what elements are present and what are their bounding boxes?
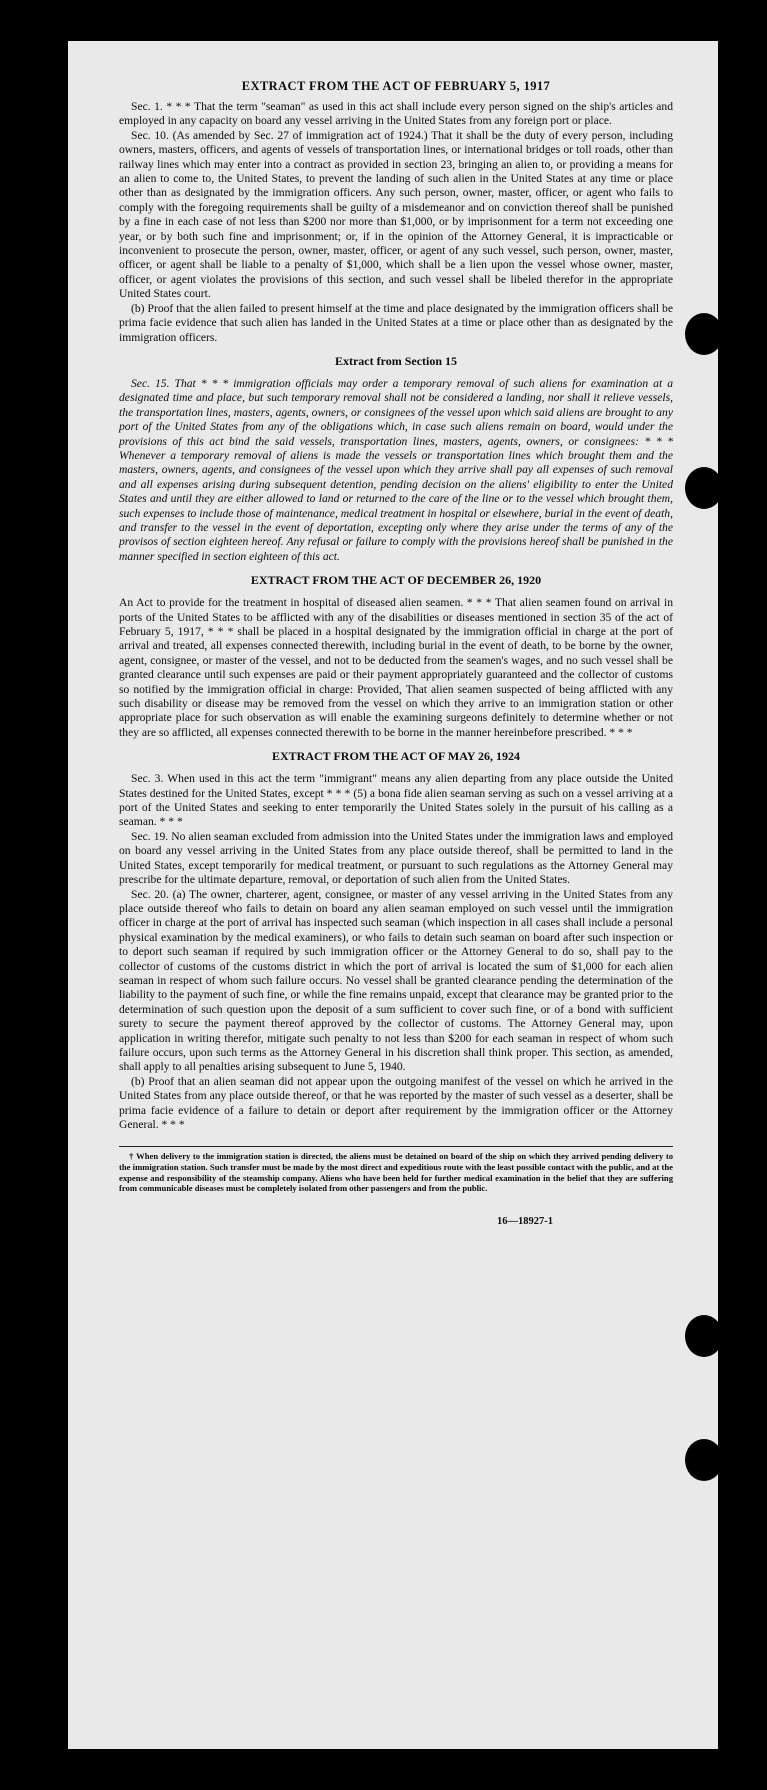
punch-hole — [685, 313, 723, 355]
footnote-text: † When delivery to the immigration station is directed, the aliens must be detained on board of the ship on which they arrived pending delivery to the immigration station. Such transfer must be made by the most direct and expeditious route with the least possible contact with the public, and at the expense and responsibility of the steamship company. Aliens who have been held for further medical examination in the belief that they are suffering from communicable diseases must be completely isolated from other passengers and from the public. — [119, 1151, 673, 1194]
punch-hole — [685, 467, 723, 509]
act-1920-text: An Act to provide for the treatment in hospital of diseased alien seamen. * * * That alien seamen found on arrival in ports of the United States to be afflicted with any of the disabilities or diseases mentioned in section 35 of the act of February 5, 1917, * * * shall be placed in a hospital designated by the immigration official in charge at the port of arrival and treated, all expenses connected therewith, including burial in the event of death, to be borne by the owner, agent, consignee, or master of the vessel, and not to be deducted from the seamen's wages, and no such vessel shall be granted clearance until such expenses are paid or their payment appropriately guaranteed and the collector of customs so notified by the immigration official in charge: Provided, That alien seamen suspected of being afflicted with any such disability or disease may be removed from the vessel on which they arrive to an immigration station or other appropriate place for such observation as will enable the examining surgeons definitely to determine whether or not they are so afflicted, all expenses connected therewith to be borne in the manner hereinbefore prescribed. * * * — [119, 596, 673, 739]
section-20b-text: (b) Proof that an alien seaman did not appear upon the outgoing manifest of the vessel on which he arrived in the United States from any place outside thereof, or that he was reported by the master of such vessel as a deserter, shall be prima facie evidence of a failure to detain or deport after requirement by the immigration officer or the Attorney General. * * * — [119, 1074, 673, 1131]
punch-hole — [685, 1439, 723, 1481]
footnote — [119, 1146, 673, 1193]
document-page — [68, 41, 718, 1749]
heading-act-1917: EXTRACT FROM THE ACT OF FEBRUARY 5, 1917 — [241, 79, 551, 93]
section-10-text: Sec. 10. (As amended by Sec. 27 of immigration act of 1924.) That it shall be the duty of every person, including owners, masters, officers, and agents of vessels of transportation lines, or international bridges or toll roads, other than railway lines which may enter into a contract as provided in section 23, bringing an alien to, or providing a means for an alien to come to, the United States, to prevent the landing of such alien in the United States at any time or place other than as designated by the immigration officers. Any such person, owner, master, officer, or agent who fails to comply with the foregoing requirements shall be guilty of a misdemeanor and on conviction thereof shall be punished by a fine in each case of not less than $200 nor more than $1,000, or by imprisonment for a term not exceeding one year, or by both such fine and imprisonment; or, if in the opinion of the Attorney General, it is impracticable or inconvenient to prosecute the person, owner, master, officer, or agent of any such vessel, such person, owner, master, officer, or agent shall be liable to a penalty of $1,000, which shall be a lien upon the vessel whose owner, master, officer, or agent violates the provisions of this section, and such vessel shall be libeled therefor in the appropriate United States court. — [119, 128, 673, 301]
punch-hole — [685, 1315, 723, 1357]
form-number: 16—18927-1 — [497, 1215, 553, 1227]
heading-act-1924: EXTRACT FROM THE ACT OF MAY 26, 1924 — [271, 749, 521, 764]
heading-section-15: Extract from Section 15 — [334, 353, 458, 368]
section-15-text: Sec. 15. That * * * immigration officials may order a temporary removal of such aliens for examination at a designated time and place, but such temporary removal shall not be considered a landing, nor shall it relieve vessels, the transportation lines, masters, agents, owners, or consignees of the vessel upon which said aliens are brought to any port of the United States from any of the obligations which, in case such aliens remain on board, would under the provisions of this act bind the said vessels, transportation lines, masters, agents, owners, or consignees: * * * Whenever a temporary removal of aliens is made the vessels or transportation lines which brought them and the masters, owners, agents, and consignees of the vessel upon which they arrive shall pay all expenses of such removal and all expenses arising during subsequent detention, pending decision on the aliens' eligibility to enter the United States and until they are either allowed to land or returned to the care of the line or to the vessel which brought them, such expenses to include those of maintenance, medical treatment in hospital or elsewhere, burial in the event of death, and transfer to the vessel in the event of deportation, excepting only where they arise under the terms of any of the provisos of section eighteen hereof. Any refusal or failure to comply with the provisions hereof shall be punished in the manner specified in section eighteen of this act. — [119, 376, 673, 563]
section-19-text: Sec. 19. No alien seaman excluded from admission into the United States under the immigration laws and employed on board any vessel arriving in the United States from any place outside thereof, shall be permitted to land in the United States, except temporarily for medical treatment, or pursuant to such regulations as the Attorney General may prescribe for the ultimate departure, removal, or deportation of such alien from the United States. — [119, 829, 673, 887]
section-3-text: Sec. 3. When used in this act the term "immigrant" means any alien departing from any place outside the United States destined for the United States, except * * * (5) a bona fide alien seaman serving as such on a vessel arriving at a port of the United States and seeking to enter temporarily the United States solely in the pursuit of his calling as a seaman. * * * — [119, 772, 673, 829]
section-1-text: Sec. 1. * * * That the term "seaman" as used in this act shall include every person signed on the ship's articles and employed in any capacity on board any vessel arriving in the United States from any foreign port or place. — [119, 100, 673, 128]
section-10b-text: (b) Proof that the alien failed to present himself at the time and place designated by the immigration officers shall be prima facie evidence that such alien has landed in the United States at a time or place other than as designated by the immigration officers. — [119, 301, 673, 344]
heading-act-1920: EXTRACT FROM THE ACT OF DECEMBER 26, 1920 — [250, 573, 542, 588]
section-20-text: Sec. 20. (a) The owner, charterer, agent, consignee, or master of any vessel arriving in the United States from any place outside thereof who fails to detain on board any alien seaman employed on such vessel until the immigration officer in charge at the port of arrival has inspected such seaman (which inspection in all cases shall include a personal physical examination by the medical examiners), or who fails to detain such seaman on board after such inspection or to deport such seaman if required by such immigration officer or the Attorney General to do so, shall pay to the collector of customs of the customs district in which the port of arrival is located the sum of $1,000 for each alien seaman in respect of whom such failure occurs. No vessel shall be granted clearance pending the determination of the liability to the payment of such fine, or while the fine remains unpaid, except that clearance may be granted prior to the determination of such question upon the deposit of a sum sufficient to cover such fine, or of a bond with sufficient surety to secure the payment thereof approved by the collector of customs. The Attorney General may, upon application in writing therefor, mitigate such penalty to not less than $200 for each seaman in respect of whom such failure occurs, upon such terms as the Attorney General in his discretion shall think proper. This section, as amended, shall apply to all penalties arising subsequent to June 5, 1940. — [119, 887, 673, 1074]
